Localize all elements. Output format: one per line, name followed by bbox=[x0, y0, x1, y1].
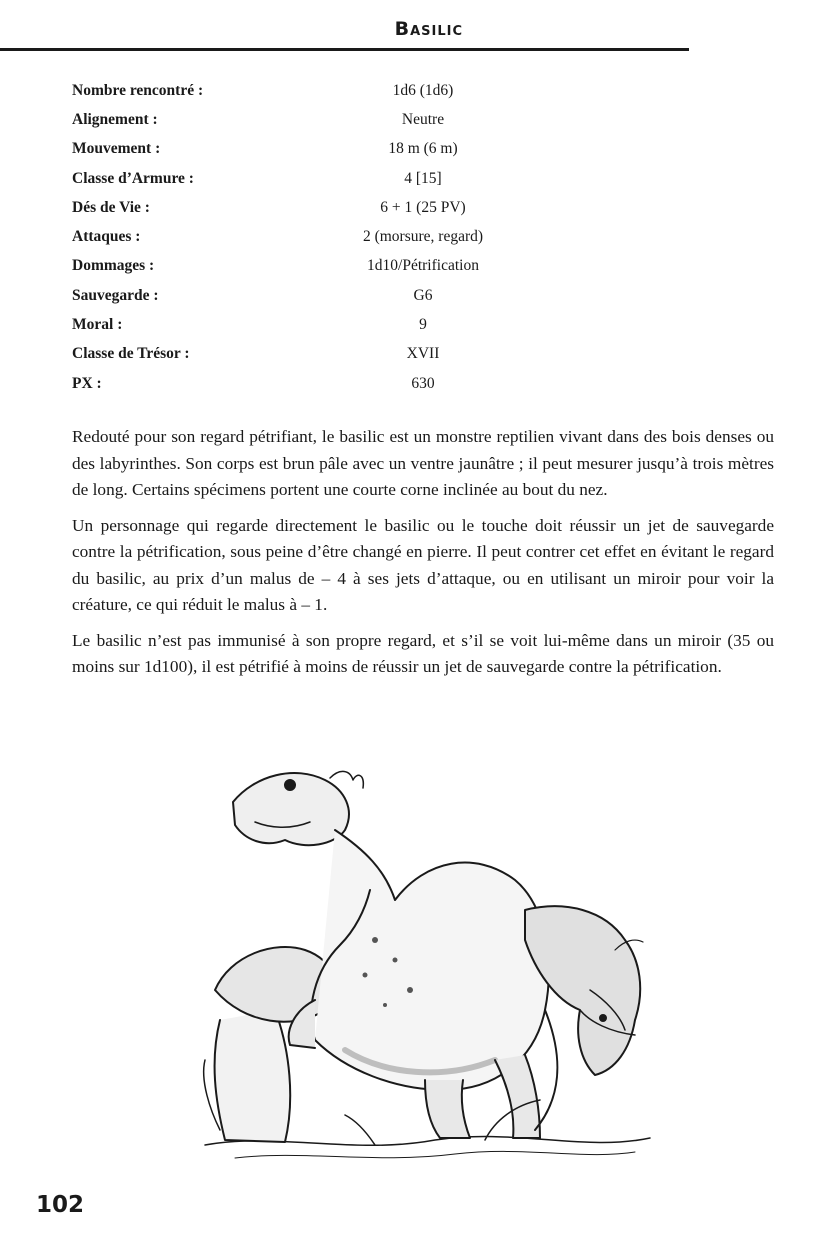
stat-value: 18 m (6 m) bbox=[388, 140, 458, 158]
stat-value: Neutre bbox=[401, 110, 445, 128]
stat-value: 4 [15] bbox=[404, 169, 442, 187]
stat-label: Sauvegarde : bbox=[72, 286, 159, 304]
stat-label: Dés de Vie : bbox=[72, 198, 150, 216]
stat-row bbox=[72, 135, 572, 164]
stat-label: PX : bbox=[72, 374, 102, 392]
stat-value: 6 + 1 (25 PV) bbox=[380, 198, 466, 216]
stat-row bbox=[72, 164, 572, 193]
description-text bbox=[72, 424, 774, 690]
stat-value: 1d6 (1d6) bbox=[392, 81, 454, 99]
stat-label: Dommages : bbox=[72, 257, 155, 275]
stat-label: Alignement : bbox=[72, 110, 158, 128]
stat-label: Mouvement : bbox=[72, 140, 161, 158]
stat-row bbox=[72, 281, 572, 310]
stat-value: XVII bbox=[406, 345, 440, 363]
stat-row bbox=[72, 105, 572, 134]
stat-row bbox=[72, 252, 572, 281]
stat-value: 1d10/Pétrification bbox=[367, 257, 479, 275]
page-title: Basilic bbox=[394, 18, 463, 40]
stat-row bbox=[72, 76, 572, 105]
stat-label: Classe de Trésor : bbox=[72, 345, 190, 363]
paragraph: Redouté pour son regard pétrifiant, le basilic est un monstre reptilien vivant dans des bois denses ou des labyrinthes. Son corps est brun pâle avec un ventre jaunâtre ; il peut mesurer jusqu’à trois mètres de long. Certains spécimens portent une courte corne inclinée au bout du nez. bbox=[72, 427, 774, 499]
stat-row bbox=[72, 193, 572, 222]
basilisk-illustration bbox=[195, 760, 665, 1170]
stat-row bbox=[72, 369, 572, 398]
stat-value: G6 bbox=[413, 286, 433, 304]
stat-value: 630 bbox=[411, 374, 435, 392]
paragraph: Le basilic n’est pas immunisé à son propre regard, et s’il se voit lui-même dans un miroir (35 ou moins sur 1d100), il est pétrifié à moins de réussir un jet de sauvegarde contre la pétrification. bbox=[72, 630, 774, 676]
stat-row bbox=[72, 310, 572, 339]
stat-block bbox=[72, 76, 572, 398]
stat-label: Moral : bbox=[72, 316, 123, 334]
stat-label: Nombre rencontré : bbox=[72, 81, 204, 99]
stat-value: 9 bbox=[419, 316, 427, 334]
paragraph: Un personnage qui regarde directement le basilic ou le touche doit réussir un jet de sauvegarde contre la pétrification, sous peine d’être changé en pierre. Il peut contrer cet effet en évitant le regard du basilic, au prix d’un malus de – 4 à ses jets d’attaque, ou en utilisant un miroir pour voir la créature, ce qui réduit le malus à – 1. bbox=[72, 515, 774, 614]
page-number: 102 bbox=[36, 1192, 85, 1218]
stat-row bbox=[72, 222, 572, 251]
stat-label: Attaques : bbox=[72, 228, 141, 246]
stat-label: Classe d’Armure : bbox=[72, 169, 194, 187]
stat-value: 2 (morsure, regard) bbox=[362, 228, 484, 246]
page-header bbox=[0, 0, 689, 51]
stat-row bbox=[72, 340, 572, 369]
